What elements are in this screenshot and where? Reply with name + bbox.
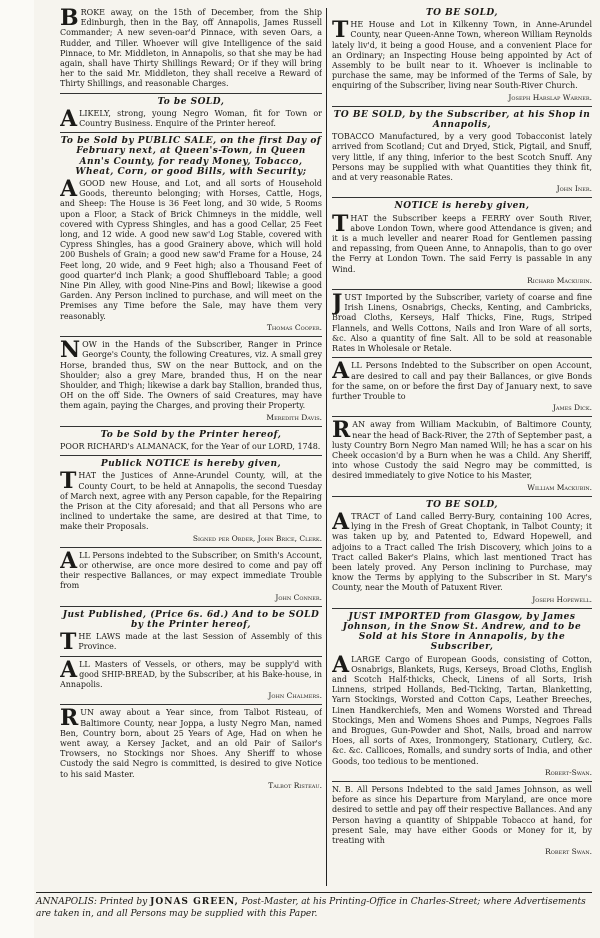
ad-heading: JUST IMPORTED from Glasgow, by James Johnson, in the Snow St. Andrew, and to be Sold at his Store in Annapolis, by the Subscriber, [342, 611, 582, 653]
footer-printer: JONAS GREEN, [150, 897, 239, 907]
drop-cap: R [60, 705, 79, 732]
page-margin [0, 0, 34, 938]
advertisement [332, 358, 592, 413]
advertisement [332, 290, 592, 354]
ad-divider [332, 496, 592, 497]
ad-heading: Just Published, (Price 6s. 6d.) And to be SOLD by the Printer hereof, [62, 609, 320, 630]
ad-body [60, 547, 322, 592]
ad-divider [60, 656, 322, 657]
ad-signature: John Iner. [556, 184, 592, 194]
advertisement [332, 785, 592, 857]
advertisement [60, 430, 322, 452]
ad-signature: Robert Swan. [545, 847, 592, 857]
ad-divider [332, 289, 592, 290]
ad-divider [60, 606, 322, 607]
ad-text: LIKELY, strong, young Negro Woman, fit for Town or Country Business. Enquire of the Printer hereof. [79, 108, 322, 129]
ad-body [60, 105, 322, 132]
drop-cap: A [60, 176, 78, 203]
advertisement [60, 337, 322, 423]
ad-signature: Richard Mackubin. [527, 275, 592, 285]
ad-signature: John Conner. [275, 592, 322, 602]
ad-divider [332, 416, 592, 417]
advertisement [332, 201, 592, 286]
ad-body [332, 785, 592, 846]
ad-heading: TO BE SOLD, [425, 8, 499, 18]
drop-cap: A [60, 547, 78, 574]
drop-cap: R [332, 417, 351, 444]
ad-text: POOR RICHARD's ALMANACK, for the Year of our LORD, 1748. [60, 441, 321, 451]
ad-divider [332, 197, 592, 198]
ad-divider [332, 106, 592, 107]
ad-divider [60, 132, 322, 133]
ad-signature: Joseph Hopewell. [532, 594, 592, 604]
ad-signature: James Dick. [552, 403, 592, 413]
ad-body [60, 176, 322, 322]
ad-text: TRACT of Land called Berry-Bury, containing 100 Acres, lying in the Fresh of Great Choptank, in Talbot County; it was taken up by, and Patented to, Edward Hopewell, and adjoins to a Tract called The Irish Discovery, which joins to a Tract called Baker's Plains, which last mentioned Tract has been lately proved. Any Person inclining to Purchase, may know the Terms by applying to the Subscriber in St. Mary's County, near the Mouth of Patuxent River. [332, 511, 592, 593]
imprint-footer [36, 892, 592, 920]
advertisement [60, 136, 322, 333]
advertisement [60, 459, 322, 544]
ad-body [60, 468, 322, 532]
advertisement [60, 97, 322, 130]
advertisement [60, 8, 322, 90]
advertisement [60, 705, 322, 791]
ad-text: LARGE Cargo of European Goods, consisting of Cotton, Osnabrigs, Blankets, Rugs, Kerseys, Broad Cloths, English and Scotch Half-thicks, Check, Linens of all Sorts, Irish Linnens, striped Hollands, Bed-Ticking, Tartan, Blanketting, Yarn Stockings, Worsted and Cotton Caps, Leather Breeches, Linen Handkerchiefs, Men and Womens Worsted and Thread Stockings, Men and Womens Shoes and Pumps, Negroes Falls and Brogues, Gun-Powder and Shot, Nails, broad and narrow Hoes, all sorts of Axes, Ironmongery, Stationary, Cutlery, &c. &c. &c. Callicoes, Romalls, and sundry sorts of India, and other Goods, too tedious to be mentioned. [332, 654, 592, 766]
ad-body [332, 417, 592, 481]
ad-body [332, 17, 592, 91]
ad-body [60, 337, 322, 411]
drop-cap: A [60, 656, 78, 683]
left-column [60, 8, 322, 886]
ad-text: AN away from William Mackubin, of Baltimore County, near the head of Back-River, the 27th of September past, a lusty Country Born Negro Man named Will; he has a scar on his Cheek occasion'd by a Burn when he was a Child. Any Sheriff, into whose Custody the said Negro may be committed, is desired immediately to give Notice to his Master, [332, 420, 592, 481]
ad-signature: Signed per Order, John Brice, Clerk. [192, 533, 322, 543]
ad-body [60, 629, 322, 656]
ad-body [60, 8, 322, 90]
ad-text: OW in the Hands of the Subscriber, Ranger in Prince George's County, the following Creatures, viz. A small grey Horse, branded thus, SW on the near Buttock, and on the Shoulder; also a grey Mare, branded thus, H on the near Shoulder, and Thigh; likewise a dark bay Stallion, branded thus, OH on the off Side. The Owners of said Creatures, may have them again, paying the Charges, and proving their Property. [60, 340, 322, 411]
ad-text: LL Persons indebted to the Subscriber, on Smith's Account, or otherwise, are once more desired to come and pay off their respective Ballances, or may expect immediate Trouble from [60, 550, 322, 591]
advertisement [332, 8, 592, 103]
ad-body [332, 132, 592, 183]
advertisement [332, 417, 592, 492]
drop-cap: T [332, 210, 349, 237]
drop-cap: A [60, 105, 78, 132]
ad-divider [60, 547, 322, 548]
ad-text: HAT the Subscriber keeps a FERRY over South River, above London Town, where good Attendance is given; and it is a much leveller and nearer Road for Gentlemen passing and repassing, from Queen Anne, to Annapolis, than to go over the Ferry at London Town. The said Ferry is passable in any Wind. [332, 213, 592, 274]
ad-body [60, 656, 322, 691]
ad-text: LL Masters of Vessels, or others, may be supply'd with good SHIP-BREAD, by the Subscriber, at his Bake-house, in Annapolis. [60, 659, 322, 689]
footer-text-2: Post-Master, at his Printing-Office in Charles-Street; where Advertisements are taken in, and all Persons may be supplied with this Paper. [36, 897, 586, 919]
ad-text: HE LAWS made at the last Session of Assembly of this Province. [78, 632, 322, 652]
ad-text: UN away about a Year since, from Talbot Risteau, of Baltimore County, near Joppa, a lusty Negro Man, named Ben, Country born, about 25 Years of Age, Had on when he went away, a Kersey Jacket, and an old Pair of Sailor's Trowsers, no Stockings nor Shoes. Any Sheriff to whose Custody the said Negro is committed, is desired to give Notice to his said Master. [60, 708, 322, 779]
advertisement [332, 110, 592, 195]
ad-signature: Talbot Risteau. [268, 780, 322, 790]
ad-divider [332, 781, 592, 782]
ad-heading: NOTICE is hereby given, [394, 201, 530, 212]
drop-cap: T [332, 17, 349, 44]
ad-heading: To be Sold by PUBLIC SALE, on the first Day of February next, at Queen's-Town, in Queen Ann's County, for ready Money, Tobacco, Wheat, Corn, or good Bills, with Security; [60, 136, 322, 177]
ad-body [332, 508, 592, 594]
ad-text: N. B. All Persons Indebted to the said James Johnson, as well before as since his Departure from Maryland, are once more desired to settle and pay off their respective Ballances. And any Person having a quantity of Shippable Tobacco at hand, for present Sale, may have either Goods or Money for it, by treating with [332, 785, 592, 846]
ad-signature: John Chalmers. [268, 691, 322, 701]
ad-text: HAT the Justices of Anne-Arundel County, will, at the County Court, to be held at Annapolis, the second Tuesday of March next, agree with any Person capable, for the Repairing the Prison at the City aforesaid; and that all Persons who are inclined to undertake the same, are desired at that Time, to make their Proposals. [60, 471, 322, 532]
drop-cap: A [332, 508, 350, 535]
drop-cap: B [60, 8, 79, 31]
ad-divider [60, 455, 322, 456]
ad-heading: Publick NOTICE is hereby given, [100, 459, 282, 470]
ad-text: ROKE away, on the 15th of December, from the Ship Edinburgh, then in the Bay, off Annapolis, James Russell Commander; A new seven-oar'd Pinnace, with seven Oars, a Rudder, and Tiller. Whoever will give Intelligence of the said Pinnace, to Mr. Middleton, in Annapolis, so that she may be had again, shall have Thirty Shillings Reward; Or if they will bring her to the said Mr. Middleton, they shall receive a Reward of Thirty Shillings, and reasonable Charges. [60, 8, 322, 89]
footer-city: ANNAPOLIS: [36, 897, 97, 907]
ad-text: LL Persons Indebted to the Subscriber on open Account, are desired to call and pay their Ballances, or give Bonds for the same, on or before the first Day of January next, to save further Trouble to [332, 361, 592, 401]
drop-cap: T [60, 468, 77, 495]
ad-body [332, 290, 592, 354]
ad-text: TOBACCO Manufactured, by a very good Tobacconist lately arrived from Scotland; Cut and Dryed, Stick, Pigtail, and Snuff, very little, if any thing, inferior to the best Scotch Snuff. Any Persons may be supplied with what Quantities they think fit, and at very reasonable Rates. [332, 132, 592, 183]
column-divider [326, 8, 327, 886]
ad-heading: TO BE SOLD, [425, 499, 499, 510]
footer-text-1: Printed by [99, 897, 148, 907]
ad-signature: Thomas Cooper. [266, 322, 322, 332]
drop-cap: N [60, 337, 81, 364]
ad-divider [60, 336, 322, 337]
drop-cap: A [332, 651, 350, 678]
ad-signature: Robert-Swan. [544, 767, 592, 777]
ad-body [332, 210, 592, 275]
ad-text: UST Imported by the Subscriber, variety of coarse and fine Irish Linens, Osnabrigs, Checks, Kenting, and Cambricks, Broad Cloths, Kerseys, Half Thicks, Fine, Rugs, Striped Flannels, and Wells Cottons, Nails and Iron Ware of all sorts, &c. Also a quantity of fine Salt. All to be sold at reasonable Rates in Wholesale or Retale. [332, 293, 592, 354]
ad-body [332, 651, 592, 767]
advertisement [60, 656, 322, 702]
ad-text: GOOD new House, and Lot, and all sorts of Household Goods, thereunto belonging; with Horses, Cattle, Hogs, and Sheep: The House is 36 Feet long, and 30 wide, 5 Rooms upon a Floor, a Stack of Brick Chimneys in the middle, well covered with Cypress Shingles, and has a good Cellar, 25 Feet long, and 12 wide. A good new saw'd Log Stable, covered with Cypress Shingles, has a good Grainery above, which will hold 200 Bushels of Grain; a good new saw'd Frame for a House, 24 Feet long, 20 wide, and 9 Feet high; also a Thousand Feet of good quarter'd inch Plank; a good Shuffleboard Table; a good Nine Pin Alley, with good Nine-Pins and Bowl; likewise a good Garden. Any Person inclined to purchase, and will meet on the Premises any Time before the Sale, may have them very reasonably. [60, 179, 322, 321]
drop-cap: J [332, 290, 343, 317]
ad-signature: Meredith Davis. [266, 412, 322, 422]
ad-heading: To be SOLD, [157, 96, 225, 107]
right-column [332, 8, 592, 886]
advertisement [332, 612, 592, 778]
ad-divider [332, 608, 592, 609]
drop-cap: T [60, 629, 77, 656]
ad-divider [60, 93, 322, 94]
ad-signature: William Mackubin. [527, 482, 592, 492]
ad-divider [332, 357, 592, 358]
drop-cap: A [332, 358, 350, 385]
ad-divider [60, 426, 322, 427]
advertisement [60, 609, 322, 656]
ad-body [332, 358, 592, 402]
ad-signature: Joseph Harslap Warner. [508, 92, 592, 102]
ad-heading: To be Sold by the Printer hereof, [100, 429, 282, 440]
advertisement [332, 500, 592, 605]
ad-body [60, 705, 322, 779]
ad-divider [60, 704, 322, 705]
ad-text: HE House and Lot in Kilkenny Town, in Anne-Arundel County, near Queen-Anne Town, whereon William Reynolds lately liv'd, it being a good House, and a convenient Place for an Ordinary; an Inspecting House being appointed by Act of Assembly to be built near to it. Whoever is inclinable to purchase the same, may be informed of the Terms of Sale, by enquiring of the Subscriber, living near South-River Church. [332, 20, 592, 91]
ad-heading: TO BE SOLD, by the Subscriber, at his Shop in Annapolis, [333, 109, 591, 131]
ad-body [60, 442, 322, 452]
advertisement [60, 547, 322, 603]
